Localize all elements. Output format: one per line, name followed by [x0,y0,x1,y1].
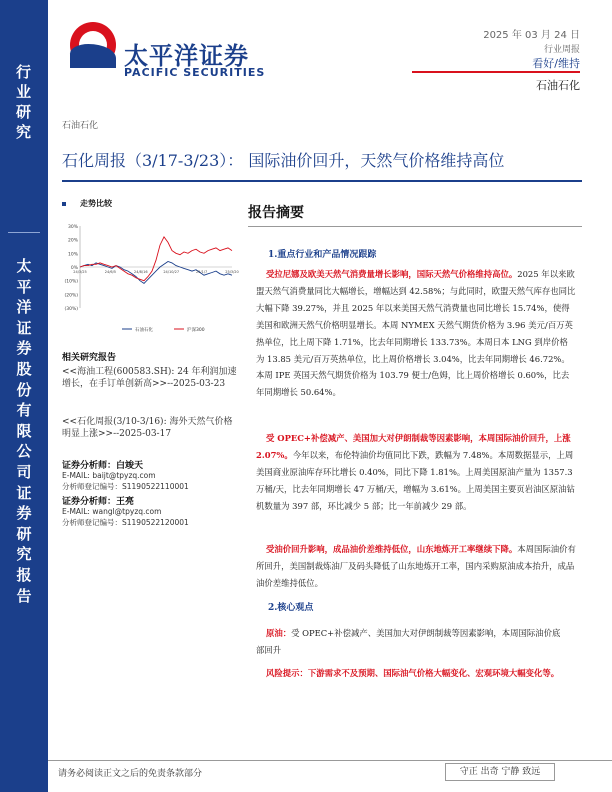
x-tick-label: 25/3/20 [225,270,239,274]
analyst-name: 证券分析师：白竣天 [62,461,144,471]
y-tick-label: (10%) [64,279,78,285]
y-tick-label: 20% [67,238,78,244]
summary-divider [248,226,582,227]
analyst-name: 证券分析师：王亮 [62,497,135,507]
legend-label: 石油石化 [135,328,153,333]
sidebar-category-label: 行 业 研 究 [15,63,32,141]
risk-warning: 风险提示：下游需求不及预期、国际油气价格大幅变化、宏观环境大幅变化等。 [266,668,560,678]
bullet-icon [62,202,66,206]
key-finding: 原油： [266,628,292,638]
key-finding: 受 OPEC+补偿减产、美国加大对伊朗制裁等因素影响，本周国际油价回升，上涨 2.07%。 [256,433,571,460]
x-tick-label: 24/8/16 [134,270,148,274]
related-report-link[interactable]: <<海油工程(600583.SH): 24 年利润加速增长，在手订单创新高>>--2025-03-23 [62,367,237,390]
summary-paragraph: 受 OPEC+补偿减产、美国加大对伊朗制裁等因素影响，本周国际油价回升，上涨 2.07%。今年以来，布伦特油价均值同比下跌，跌幅为 7.48%。本周数据显示，上周美国商业原油库存环比增长 0.40%，同比下降 1.81%。上周美国原油产量为 1357.3 万桶/天，比去年同期增长 47 万桶/天，增幅为 3.61%。上周美国主要页岩油区原油钻机数量为 397 部，环比减少 5 部；比一年前减少 29 部。 [256,433,575,511]
y-tick-label: 0% [70,266,78,271]
y-tick-label: 30% [67,225,78,230]
analyst-email[interactable]: E-MAIL: baijt@tpyzq.com [62,471,156,480]
section-heading: 1.重点行业和产品情况跟踪 [268,250,377,260]
page-title: 石化周报（3/17-3/23）： 国际油价回升，天然气价格维持高位 [62,151,505,170]
trend-chart [62,212,237,338]
title-divider [62,180,582,182]
analyst-cert: 分析师登记编号：S1190522110001 [62,482,189,491]
breadcrumb: 石油石化 [62,121,99,131]
y-tick-label: (30%) [64,307,78,312]
summary-paragraph: 受油价回升影响，成品油价差维持低位，山东地炼开工率继续下降。本周国际油价有所回升，美国制裁炼油厂及码头降低了山东地炼开工率，国内采购原油成本抬升，成品油价差维持低位。 [256,544,576,588]
report-date: 2025 年 03 月 24 日 [483,30,580,41]
y-tick-label: (20%) [64,293,78,299]
section-heading: 2.核心观点 [268,603,314,613]
sidebar-divider [8,232,40,233]
company-name: 太平洋证券 [124,42,249,70]
sidebar [0,0,48,792]
summary-paragraph: 原油：受 OPEC+补偿减产、美国加大对伊朗制裁等因素影响，本周国际油价底部回升 [256,628,561,655]
footer-divider [48,760,612,761]
sector-label: 石油石化 [536,79,580,92]
report-type: 行业周报 [543,45,580,55]
disclaimer-notice: 请务必阅读正文之后的免责条款部分 [58,769,203,779]
x-tick-label: 24/10/27 [163,270,180,274]
x-tick-label: 25/1/7 [195,270,208,274]
x-tick-label: 24/3/25 [73,270,87,274]
header-divider [412,71,580,73]
key-finding: 受油价回升影响，成品油价差维持低位，山东地炼开工率继续下降。 [266,544,518,554]
rating: 看好/维持 [532,57,580,70]
company-logo-icon [70,22,116,68]
trend-heading: 走势比较 [62,198,112,209]
sidebar-company-label: 太 平 洋 证 券 股 份 有 限 公 司 证 券 研 究 报 告 [16,257,32,605]
summary-paragraph: 受拉尼娜及欧美天然气消费量增长影响，国际天然气价格维持高位。2025 年以来欧盟天然气消费量同比大幅增长，增幅达到 42.58%；与此同时，欧盟天然气库存也同比大幅下降 39.27%，并且 2025 年以来美国天然气消费量也同比增长 15.74%，使得美国和欧洲天然气价格明显增长。本周 NYMEX 天然气期货价格为 3.96 美元/百万英热单位，比上周下降 1.71%，比去年同期增长 133.73%。本周日本 LNG 到岸价格为 13.85 美元/百万英热单位，比上周价格增长 3.04%，比去年同期增长 46.72%。本周 IPE 英国天然气期货价格为 103.79 便士/色姆，比上周价格增长 0.60%，比去年同期增长 50.64%。 [256,269,576,398]
related-heading: 相关研究报告 [62,353,117,363]
series-line-1 [80,237,232,281]
key-finding: 受拉尼娜及欧美天然气消费量增长影响，国际天然气价格维持高位。 [266,269,518,279]
company-name-en: PACIFIC SECURITIES [124,66,266,79]
analyst-cert: 分析师登记编号：S1190522120001 [62,518,189,527]
x-tick-label: 24/6/5 [104,270,117,274]
summary-heading: 报告摘要 [248,205,304,221]
related-report-link[interactable]: <<石化周报(3/10-3/16): 海外天然气价格明显上涨>>--2025-03-17 [62,417,233,440]
analyst-email[interactable]: E-MAIL: wangl@tpyzq.com [62,507,162,516]
series-line-0 [80,262,232,284]
y-tick-label: 10% [67,252,78,258]
legend-label: 沪深300 [187,328,205,333]
company-slogan: 守正 出奇 宁静 致远 [445,763,555,781]
